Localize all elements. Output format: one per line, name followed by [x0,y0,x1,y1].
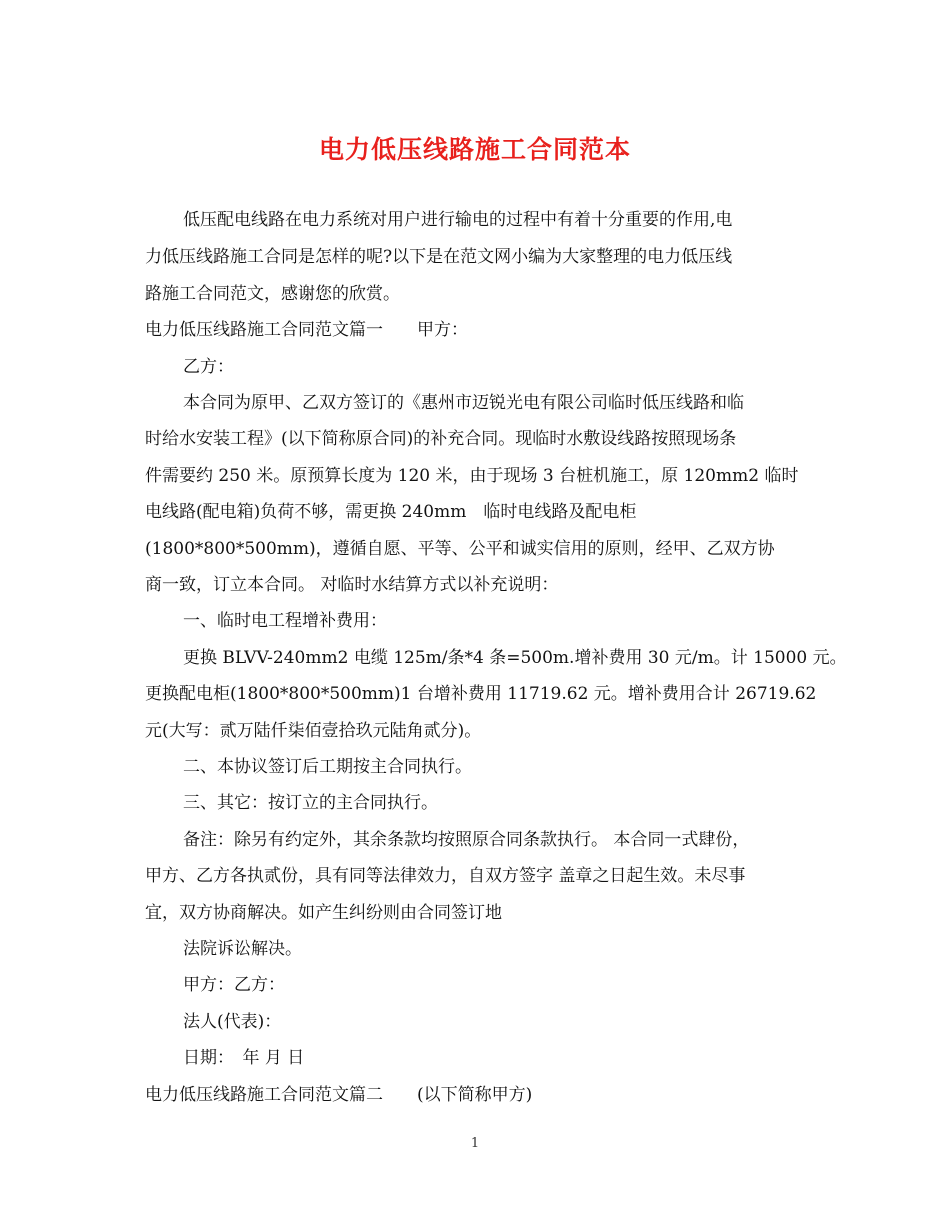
paragraph-line: 法院诉讼解决。 [183,939,302,959]
paragraph-line: 路施工合同范文，感谢您的欣赏。 [145,284,400,304]
page-number: 1 [470,1136,480,1151]
signature-line: 法人(代表)： [183,1012,282,1032]
paragraph-line: 宜，双方协商解决。如产生纠纷则由合同签订地 [145,903,502,923]
date-line: 日期： 年 月 日 [183,1048,305,1068]
paragraph-line: 一、临时电工程增补费用： [183,611,387,631]
signature-line: 甲方：乙方： [183,975,285,995]
paragraph-line: 力低压线路施工合同是怎样的呢?以下是在范文网小编为大家整理的电力低压线 [145,247,733,267]
section-heading: 电力低压线路施工合同范文篇二 (以下简称甲方) [145,1085,533,1105]
paragraph-line: 元(大写：贰万陆仟柒佰壹拾玖元陆角贰分)。 [145,721,482,741]
paragraph-line: 甲方、乙方各执贰份，具有同等法律效力，自双方签字 盖章之日起生效。未尽事 [145,866,746,886]
paragraph-line: 三、其它：按订立的主合同执行。 [183,793,438,813]
paragraph-line: 低压配电线路在电力系统对用户进行输电的过程中有着十分重要的作用,电 [183,210,733,230]
paragraph-line: 二、本协议签订后工期按主合同执行。 [183,757,472,777]
document-title: 电力低压线路施工合同范本 [318,135,631,164]
paragraph-line: 更换配电柜(1800*800*500mm)1 台增补费用 11719.62 元。增补费用合计 26719.62 [145,684,817,704]
paragraph-line: 时给水安装工程》(以下简称原合同)的补充合同。现临时水敷设线路按照现场条 [145,429,737,449]
paragraph-line: 备注：除另有约定外，其余条款均按照原合同条款执行。 本合同一式肆份， [183,830,750,850]
paragraph-line: 商一致，订立本合同。 对临时水结算方式以补充说明： [145,575,559,595]
paragraph-line: 件需要约 250 米。原预算长度为 120 米，由于现场 3 台桩机施工，原 120mm2 临时 [145,466,799,486]
paragraph-line: 电线路(配电箱)负荷不够，需更换 240mm 临时电线路及配电柜 [145,502,637,522]
paragraph-line: 乙方： [183,357,234,377]
section-heading: 电力低压线路施工合同范文篇一 甲方： [145,320,468,340]
paragraph-line: 本合同为原甲、乙双方签订的《惠州市迈锐光电有限公司临时低压线路和临 [183,393,744,413]
paragraph-line: (1800*800*500mm)，遵循自愿、平等、公平和诚实信用的原则，经甲、乙双方协 [145,539,775,559]
paragraph-line: 更换 BLVV-240mm2 电缆 125m/条*4 条=500m.增补费用 30 元/m。计 15000 元。 [183,648,847,668]
